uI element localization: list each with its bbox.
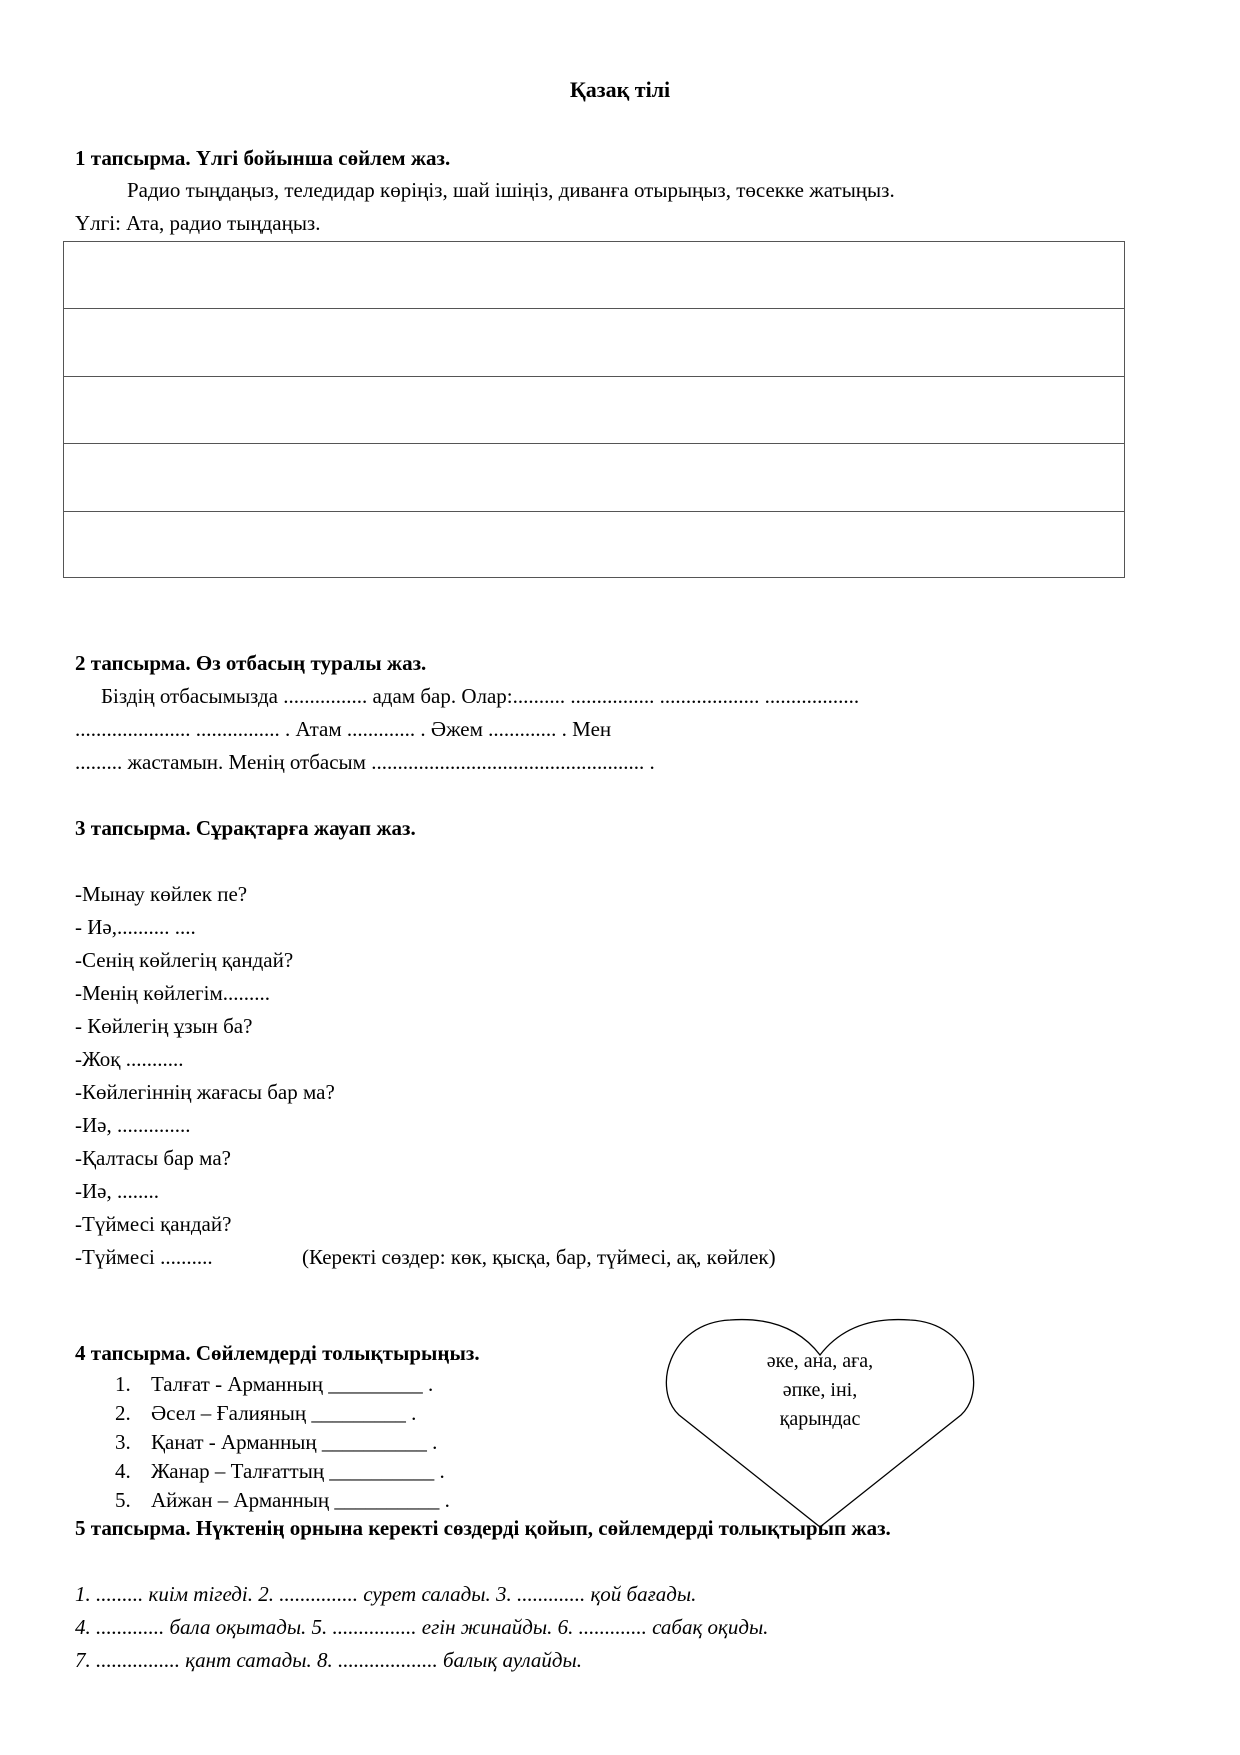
heart-word-line: әке, ана, аға, bbox=[766, 1350, 874, 1372]
answer-row[interactable] bbox=[64, 512, 1124, 579]
answer-row[interactable] bbox=[64, 377, 1124, 444]
list-item bbox=[115, 1400, 416, 1426]
dialog-line: -Мынау көйлек пе? bbox=[75, 882, 248, 906]
item-number: 1. bbox=[115, 1372, 131, 1396]
dialog-line: -Сенің көйлегің қандай? bbox=[75, 948, 294, 972]
item-text: Қанат - Арманның __________ . bbox=[151, 1430, 438, 1454]
task5-line: 1. ......... киім тігеді. 2. ............... сурет салады. 3. ............. қой бағады. bbox=[75, 1582, 697, 1606]
heart-word-line: әпке, іні, bbox=[782, 1379, 858, 1401]
task2-line: ...................... ................ . Атам ............. . Әжем ............. . Мен bbox=[75, 717, 612, 741]
dialog-line: -Қалтасы бар ма? bbox=[75, 1146, 231, 1170]
answer-row[interactable] bbox=[64, 309, 1124, 376]
answer-row[interactable] bbox=[64, 444, 1124, 511]
dialog-line: -Түймесі .......... bbox=[75, 1245, 213, 1269]
task4-heading: 4 тапсырма. Сөйлемдерді толықтырыңыз. bbox=[75, 1341, 480, 1365]
dialog-line: -Менің көйлегім......... bbox=[75, 981, 270, 1005]
task1-heading: 1 тапсырма. Үлгі бойынша сөйлем жаз. bbox=[75, 146, 451, 170]
dialog-line: -Иә, ........ bbox=[75, 1179, 159, 1203]
dialog-line: - Көйлегің ұзын ба? bbox=[75, 1014, 253, 1038]
task1-example: Үлгі: Ата, радио тыңдаңыз. bbox=[75, 211, 321, 235]
dialog-line: - Иә,.......... .... bbox=[75, 915, 196, 939]
list-item bbox=[115, 1429, 437, 1455]
task5-heading: 5 тапсырма. Нүктенің орнына керекті сөздерді қойып, сөйлемдерді толықтырып жаз. bbox=[75, 1516, 891, 1540]
list-item bbox=[115, 1458, 445, 1484]
item-text: Талғат - Арманның _________ . bbox=[151, 1372, 434, 1396]
dialog-line: -Түймесі қандай? bbox=[75, 1212, 232, 1236]
task3-hint: (Керекті сөздер: көк, қысқа, бар, түймесі, ақ, көйлек) bbox=[302, 1245, 776, 1269]
task2-line: ......... жастамын. Менің отбасым .................................................... . bbox=[75, 750, 655, 774]
dialog-line: -Жоқ ........... bbox=[75, 1047, 184, 1071]
task5-line: 7. ................ қант сатады. 8. ................... балық аулайды. bbox=[75, 1648, 582, 1672]
item-text: Жанар – Талғаттың __________ . bbox=[151, 1459, 445, 1483]
item-text: Айжан – Арманның __________ . bbox=[151, 1488, 450, 1512]
dialog-line: -Көйлегіннің жағасы бар ма? bbox=[75, 1080, 335, 1104]
item-number: 2. bbox=[115, 1401, 131, 1425]
task2-line: Біздің отбасымызда ................ адам бар. Олар:.......... ................ ................... .................. bbox=[101, 684, 860, 708]
item-number: 4. bbox=[115, 1459, 131, 1483]
list-item bbox=[115, 1371, 433, 1397]
heart-word-line: қарындас bbox=[779, 1408, 861, 1430]
item-text: Әсел – Ғалияның _________ . bbox=[151, 1401, 417, 1425]
task1-answer-table bbox=[63, 241, 1125, 578]
item-number: 3. bbox=[115, 1430, 131, 1454]
dialog-line: -Иә, .............. bbox=[75, 1113, 191, 1137]
page-title: Қазақ тілі bbox=[569, 77, 671, 102]
heart-word-bank bbox=[720, 1347, 920, 1434]
answer-row[interactable] bbox=[64, 242, 1124, 309]
task3-heading: 3 тапсырма. Сұрақтарға жауап жаз. bbox=[75, 816, 416, 840]
list-item bbox=[115, 1487, 450, 1513]
item-number: 5. bbox=[115, 1488, 131, 1512]
task5-line: 4. ............. бала оқытады. 5. ................ егін жинайды. 6. ............. сабақ оқиды. bbox=[75, 1615, 769, 1639]
task2-heading: 2 тапсырма. Өз отбасың туралы жаз. bbox=[75, 651, 427, 675]
task1-words: Радио тыңдаңыз, теледидар көріңіз, шай ішіңіз, диванға отырыңыз, төсекке жатыңыз. bbox=[127, 178, 895, 202]
